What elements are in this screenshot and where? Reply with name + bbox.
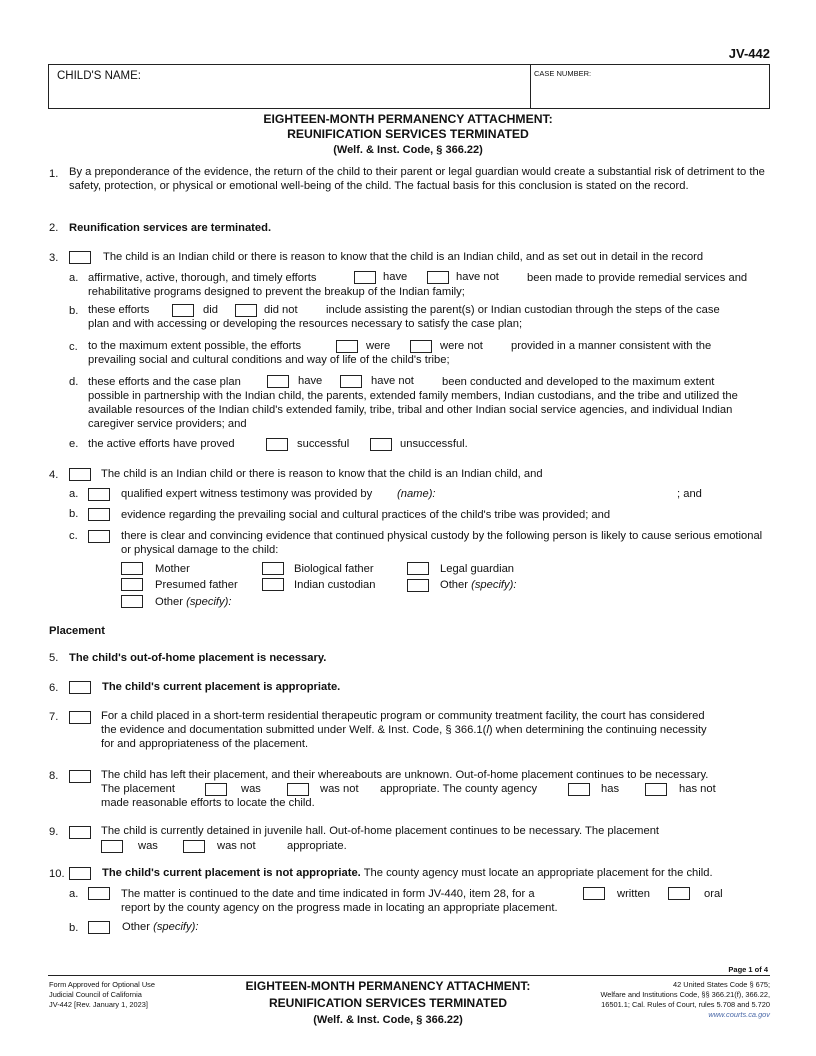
item-3d-continuation: possible in partnership with the Indian child, the parents, extended family members, Indian custodians, and the tribe and utilized the available resources of the Indian child's extended family, tribe, tribal and other Indian social service agencies, and individual Indian caregiver service providers; and xyxy=(88,390,738,430)
other-word: Other xyxy=(155,596,183,608)
item-9-checkbox[interactable] xyxy=(69,826,91,839)
item-2-text: Reunification services are terminated. xyxy=(69,222,272,234)
footer-left-line1: Form Approved for Optional Use xyxy=(49,980,155,989)
item-4c-indian-custodian-label: Indian custodian xyxy=(294,579,376,591)
item-3e-unsuccessful-checkbox[interactable] xyxy=(370,438,392,451)
item-8-number: 8. xyxy=(49,770,59,782)
item-10a-text: The matter is continued to the date and time indicated in form JV-440, item 28, for a xyxy=(121,888,535,900)
item-4c-legal-guardian-label: Legal guardian xyxy=(440,563,515,575)
item-8-line3: made reasonable efforts to locate the child. xyxy=(101,797,315,809)
item-9-was-checkbox[interactable] xyxy=(101,840,123,853)
item-10a-oral-label: oral xyxy=(704,888,723,900)
item-3e-text: the active efforts have proved xyxy=(88,438,235,450)
item-10a-checkbox[interactable] xyxy=(88,887,110,900)
footer-right-line3: 16501.1; Cal. Rules of Court, rules 5.708 and 5.720 xyxy=(601,1000,770,1009)
item-9-number: 9. xyxy=(49,826,59,838)
item-4c-other-checkbox-left[interactable] xyxy=(121,595,143,608)
footer-right-line2: Welfare and Institutions Code, §§ 366.21(f), 366.22, xyxy=(600,990,770,999)
item-8-checkbox[interactable] xyxy=(69,770,91,783)
item-10-rest: The county agency must locate an appropriate placement for the child. xyxy=(363,867,713,879)
item-3c-letter: c. xyxy=(69,341,78,353)
item-8-has-label: has xyxy=(601,783,620,795)
item-4c-text: there is clear and convincing evidence that continued physical custody by the following person is likely to cause serious emotional or physical damage to the child: xyxy=(121,530,763,556)
form-title-line3: (Welf. & Inst. Code, § 366.22) xyxy=(333,144,483,156)
item-10b-letter: b. xyxy=(69,922,79,934)
placement-heading: Placement xyxy=(49,625,105,637)
item-10b-text xyxy=(122,920,198,934)
item-4a-text: qualified expert witness testimony was provided by xyxy=(121,488,373,500)
item-7-line1: For a child placed in a short-term residential therapeutic program or community treatment facility, the court has considered xyxy=(101,710,705,722)
item-4-text: The child is an Indian child or there is reason to know that the child is an Indian child, and xyxy=(101,468,543,480)
item-3-checkbox[interactable] xyxy=(69,251,91,264)
item-8-has-checkbox[interactable] xyxy=(568,783,590,796)
item-3a-have-not-checkbox[interactable] xyxy=(427,271,449,284)
footer-right-line1: 42 United States Code § 675; xyxy=(673,980,770,989)
item-8-has-not-checkbox[interactable] xyxy=(645,783,667,796)
item-3a-post: been made to provide remedial services and xyxy=(527,272,748,284)
footer-left xyxy=(49,980,155,1010)
item-3-number: 3. xyxy=(49,252,59,264)
item-7-line2i: l xyxy=(486,724,489,736)
item-4c-presumed-father-label: Presumed father xyxy=(155,579,238,591)
item-4c-letter: c. xyxy=(69,530,78,542)
item-10-checkbox[interactable] xyxy=(69,867,91,880)
footer-title-line1: EIGHTEEN-MONTH PERMANENCY ATTACHMENT: xyxy=(245,979,531,993)
footer-rule xyxy=(48,975,770,976)
item-5-text: The child's out-of-home placement is necessary. xyxy=(69,652,327,664)
item-4c-bio-father-checkbox[interactable] xyxy=(262,562,284,575)
item-10a-written-checkbox[interactable] xyxy=(583,887,605,900)
form-title-line2: REUNIFICATION SERVICES TERMINATED xyxy=(287,127,529,141)
item-8-was-not-checkbox[interactable] xyxy=(287,783,309,796)
item-8-pre: The placement xyxy=(101,783,176,795)
form-id: JV-442 xyxy=(728,46,770,61)
item-9-line1: The child is currently detained in juvenile hall. Out-of-home placement continues to be necessary. The placement xyxy=(101,825,660,837)
item-3c-post: provided in a manner consistent with the xyxy=(511,340,712,352)
item-3d-have-not-checkbox[interactable] xyxy=(340,375,362,388)
item-6-text: The child's current placement is appropriate. xyxy=(102,681,341,693)
item-4c-indian-custodian-checkbox[interactable] xyxy=(262,578,284,591)
item-3d-text: these efforts and the case plan xyxy=(88,376,241,388)
specify-word: (specify): xyxy=(153,921,199,933)
item-7-line2 xyxy=(101,723,707,737)
childs-name-label: CHILD'S NAME: xyxy=(57,70,141,82)
item-3e-unsuccessful-label: unsuccessful. xyxy=(400,438,468,450)
item-3a-have-not-label: have not xyxy=(456,271,499,283)
footer-url-link[interactable]: www.courts.ca.gov xyxy=(708,1010,770,1019)
item-3b-continuation: plan and with accessing or developing the resources necessary to satisfy the case plan; xyxy=(88,318,523,330)
item-7-line2a: the evidence and documentation submitted under Welf. & Inst. Code, § 366.1( xyxy=(101,724,487,736)
item-4a-name-label: (name): xyxy=(397,488,436,500)
item-6-number: 6. xyxy=(49,682,59,694)
item-10a-continuation: report by the county agency on the progress made in locating an appropriate placement. xyxy=(121,902,558,914)
item-3d-have-checkbox[interactable] xyxy=(267,375,289,388)
item-4a-checkbox[interactable] xyxy=(88,488,110,501)
item-10a-letter: a. xyxy=(69,888,79,900)
item-9-was-label: was xyxy=(138,840,158,852)
footer-right xyxy=(600,980,770,1020)
item-7-line2b: ) when determining the continuing necessity xyxy=(488,724,707,736)
item-4a-name-field[interactable] xyxy=(442,486,674,499)
item-2-number: 2. xyxy=(49,222,59,234)
item-4c-presumed-father-checkbox[interactable] xyxy=(121,578,143,591)
item-3-text: The child is an Indian child or there is reason to know that the child is an Indian child, and as set out in detail in the record xyxy=(103,251,704,263)
case-number-label: CASE NUMBER: xyxy=(534,69,592,78)
item-9-was-not-label: was not xyxy=(217,840,256,852)
item-8-mid: appropriate. The county agency xyxy=(380,783,538,795)
item-9-was-not-checkbox[interactable] xyxy=(183,840,205,853)
item-8-line1: The child has left their placement, and their whereabouts are unknown. Out-of-home placement continues to be necessary. xyxy=(101,769,709,781)
footer-title-line3: (Welf. & Inst. Code, § 366.22) xyxy=(313,1014,463,1026)
item-4b-checkbox[interactable] xyxy=(88,508,110,521)
footer-title xyxy=(200,978,576,1029)
item-4c-other-label-left xyxy=(155,595,231,609)
item-3b-text: these efforts xyxy=(88,304,150,316)
item-3c-text: to the maximum extent possible, the efforts xyxy=(88,340,302,352)
item-10b-checkbox[interactable] xyxy=(88,921,110,934)
item-4c-legal-guardian-checkbox[interactable] xyxy=(407,562,429,575)
item-4b-letter: b. xyxy=(69,508,79,520)
item-3c-continuation: prevailing social and cultural conditions and way of life of the child's tribe; xyxy=(88,354,450,366)
item-4a-letter: a. xyxy=(69,488,79,500)
item-3c-were-checkbox[interactable] xyxy=(336,340,358,353)
item-1-number: 1. xyxy=(49,168,59,180)
item-3d-letter: d. xyxy=(69,376,79,388)
item-4c-mother-label: Mother xyxy=(155,563,190,575)
footer-left-line2: Judicial Council of California xyxy=(49,990,142,999)
item-8-has-not-label: has not xyxy=(679,783,716,795)
item-3a-have-label: have xyxy=(383,271,408,283)
item-4c-other-label-right xyxy=(440,578,516,592)
item-3b-post: include assisting the parent(s) or Indian custodian through the steps of the case xyxy=(326,304,720,316)
item-3e-successful-label: successful xyxy=(297,438,350,450)
item-7-checkbox[interactable] xyxy=(69,711,91,724)
item-7-line3: for and appropriateness of the placement. xyxy=(101,738,309,750)
item-4c-other-checkbox-right[interactable] xyxy=(407,579,429,592)
page-number: Page 1 of 4 xyxy=(728,965,768,974)
item-3b-did-label: did xyxy=(203,304,218,316)
item-4b-text: evidence regarding the prevailing social and cultural practices of the child's tribe was provided; and xyxy=(121,509,611,521)
item-3d-have-not-label: have not xyxy=(371,375,414,387)
item-10-number: 10. xyxy=(49,868,65,880)
item-8-was-label: was xyxy=(241,783,261,795)
item-3a-have-checkbox[interactable] xyxy=(354,271,376,284)
item-3a-text: affirmative, active, thorough, and timely efforts xyxy=(88,272,317,284)
item-7-number: 7. xyxy=(49,711,59,723)
item-3b-did-not-label: did not xyxy=(264,304,298,316)
other-word: Other xyxy=(122,921,150,933)
footer-title-line2: REUNIFICATION SERVICES TERMINATED xyxy=(268,996,507,1010)
item-8-was-not-label: was not xyxy=(320,783,359,795)
item-9-post: appropriate. xyxy=(287,840,347,852)
item-6-checkbox[interactable] xyxy=(69,681,91,694)
item-3c-were-not-checkbox[interactable] xyxy=(410,340,432,353)
item-3b-did-checkbox[interactable] xyxy=(172,304,194,317)
specify-word: (specify): xyxy=(471,579,517,591)
item-3c-were-label: were xyxy=(366,340,391,352)
item-4c-mother-checkbox[interactable] xyxy=(121,562,143,575)
item-4c-bio-father-label: Biological father xyxy=(294,563,374,575)
item-3c-were-not-label: were not xyxy=(440,340,483,352)
item-3b-did-not-checkbox[interactable] xyxy=(235,304,257,317)
item-1-text: By a preponderance of the evidence, the return of the child to their parent or legal guardian would create a substantial risk of detriment to the safety, protection, or physical or emotional well-being of the child. The factual basis for this conclusion is stated on the record. xyxy=(69,166,765,192)
item-10-text xyxy=(102,866,713,880)
item-10a-oral-checkbox[interactable] xyxy=(668,887,690,900)
item-3d-have-label: have xyxy=(298,375,323,387)
item-3a-continuation: rehabilitative programs designed to prevent the breakup of the Indian family; xyxy=(88,286,465,298)
item-3d-post: been conducted and developed to the maximum extent xyxy=(442,376,715,388)
item-4c-checkbox[interactable] xyxy=(88,530,110,543)
form-title-line1: EIGHTEEN-MONTH PERMANENCY ATTACHMENT: xyxy=(263,112,553,126)
item-4a-tail: ; and xyxy=(677,488,702,500)
item-3e-letter: e. xyxy=(69,438,79,450)
item-3a-letter: a. xyxy=(69,272,79,284)
item-3e-successful-checkbox[interactable] xyxy=(266,438,288,451)
item-8-was-checkbox[interactable] xyxy=(205,783,227,796)
item-10-bold: The child's current placement is not appropriate. xyxy=(102,867,361,879)
item-5-number: 5. xyxy=(49,652,59,664)
item-3b-letter: b. xyxy=(69,305,79,317)
item-10a-written-label: written xyxy=(617,888,650,900)
specify-word: (specify): xyxy=(186,596,232,608)
footer-left-line3: JV-442 [Rev. January 1, 2023] xyxy=(49,1000,148,1009)
item-4-number: 4. xyxy=(49,469,59,481)
other-word: Other xyxy=(440,579,468,591)
item-4-checkbox[interactable] xyxy=(69,468,91,481)
